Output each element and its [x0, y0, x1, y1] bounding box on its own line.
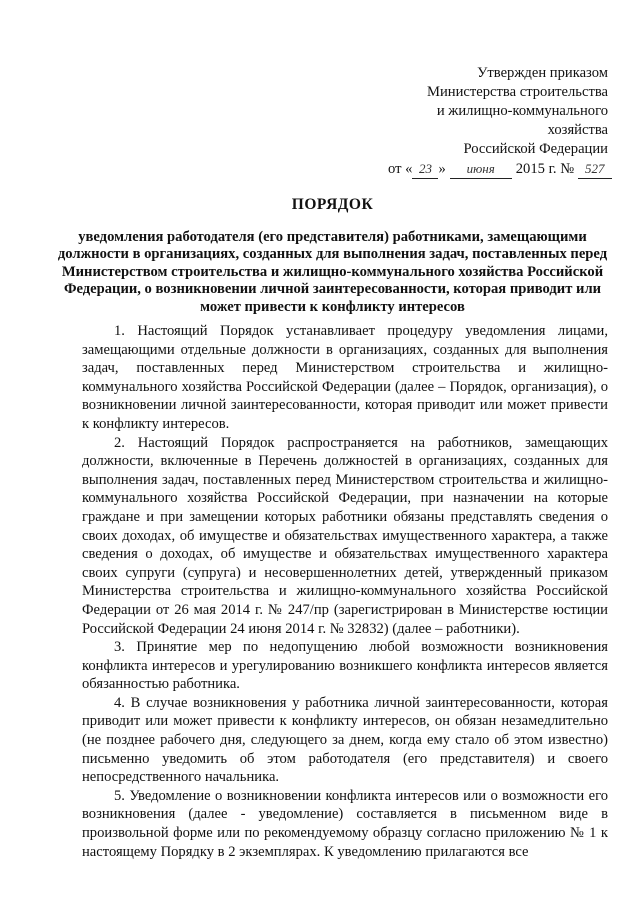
date-mid: » [438, 161, 446, 177]
document-subtitle: уведомления работодателя (его представителя) работниками, замещающими должности в организациях, созданных для выполнения задач, поставленных перед Министерством строительства и жилищно-коммунального хозяйства Российской Федерации, о возникновении личной заинтересованности, которая приводит или может привести к конфликту интересов [57, 229, 608, 315]
paragraph-3: 3. Принятие мер по недопущению любой возможности возникновения конфликта интересов и урегулированию возникшего конфликта интересов является обязанностью работника. [82, 639, 608, 693]
approval-block [388, 64, 608, 179]
date-month-handwritten: июня [450, 159, 512, 179]
order-number-handwritten: 527 [578, 159, 612, 179]
approval-date-line [388, 159, 608, 179]
paragraph-1: 1. Настоящий Порядок устанавливает процедуру уведомления лицами, замещающими отдельные должности в организациях, созданных для выполнения задач, поставленных перед Министерством строительства и жилищно-коммунального хозяйства Российской Федерации (далее – Порядок, организация), о возникновении личной заинтересованности, которая приводит или может привести к конфликту интересов. [82, 323, 608, 432]
date-day-handwritten: 23 [412, 159, 438, 179]
approval-line: Министерства строительства [427, 84, 608, 100]
date-prefix: от « [388, 161, 413, 177]
paragraph-5: 5. Уведомление о возникновении конфликта интересов или о возможности его возникновения (далее - уведомление) составляется в письменном виде в произвольной форме или по рекомендуемому образцу согласно приложению № 1 к настоящему Порядку в 2 экземплярах. К уведомлению прилагаются все [82, 787, 608, 860]
document-title: ПОРЯДОК [291, 196, 374, 213]
paragraph-4: 4. В случае возникновения у работника личной заинтересованности, которая приводит или может привести к конфликту интересов, он обязан незамедлительно (не позднее рабочего дня, следующего за днем, когда ему стало об этом известно) письменно уведомить об этом работодателя (его представителя) и своего непосредственного начальника. [82, 694, 608, 786]
document-body [82, 322, 608, 861]
date-year: 2015 г. № [515, 161, 575, 177]
paragraph-2: 2. Настоящий Порядок распространяется на работников, замещающих должности, включенные в Перечень должностей в организациях, созданных для выполнения задач, поставленных перед Министерством строительства и жилищно-коммунального хозяйства Российской Федерации, при назначении на которые граждане и при замещении которых работники обязаны представлять сведения о своих доходах, об имуществе и обязательствах имущественного характера, а также сведения о доходах, об имуществе и обязательствах имущественного характера своих супруги (супруга) и несовершеннолетних детей, утвержденный приказом Министерства строительства и жилищно-коммунального хозяйства Российской Федерации от 26 мая 2014 г. № 247/пр (зарегистрирован в Министерстве юстиции Российской Федерации 24 июня 2014 г. № 32832) (далее – работники). [82, 434, 608, 637]
approval-line: и жилищно-коммунального [436, 103, 608, 119]
approval-line: хозяйства [547, 122, 608, 138]
approval-line: Российской Федерации [463, 141, 608, 157]
title-block [50, 196, 615, 316]
approval-line: Утвержден приказом [477, 65, 608, 81]
